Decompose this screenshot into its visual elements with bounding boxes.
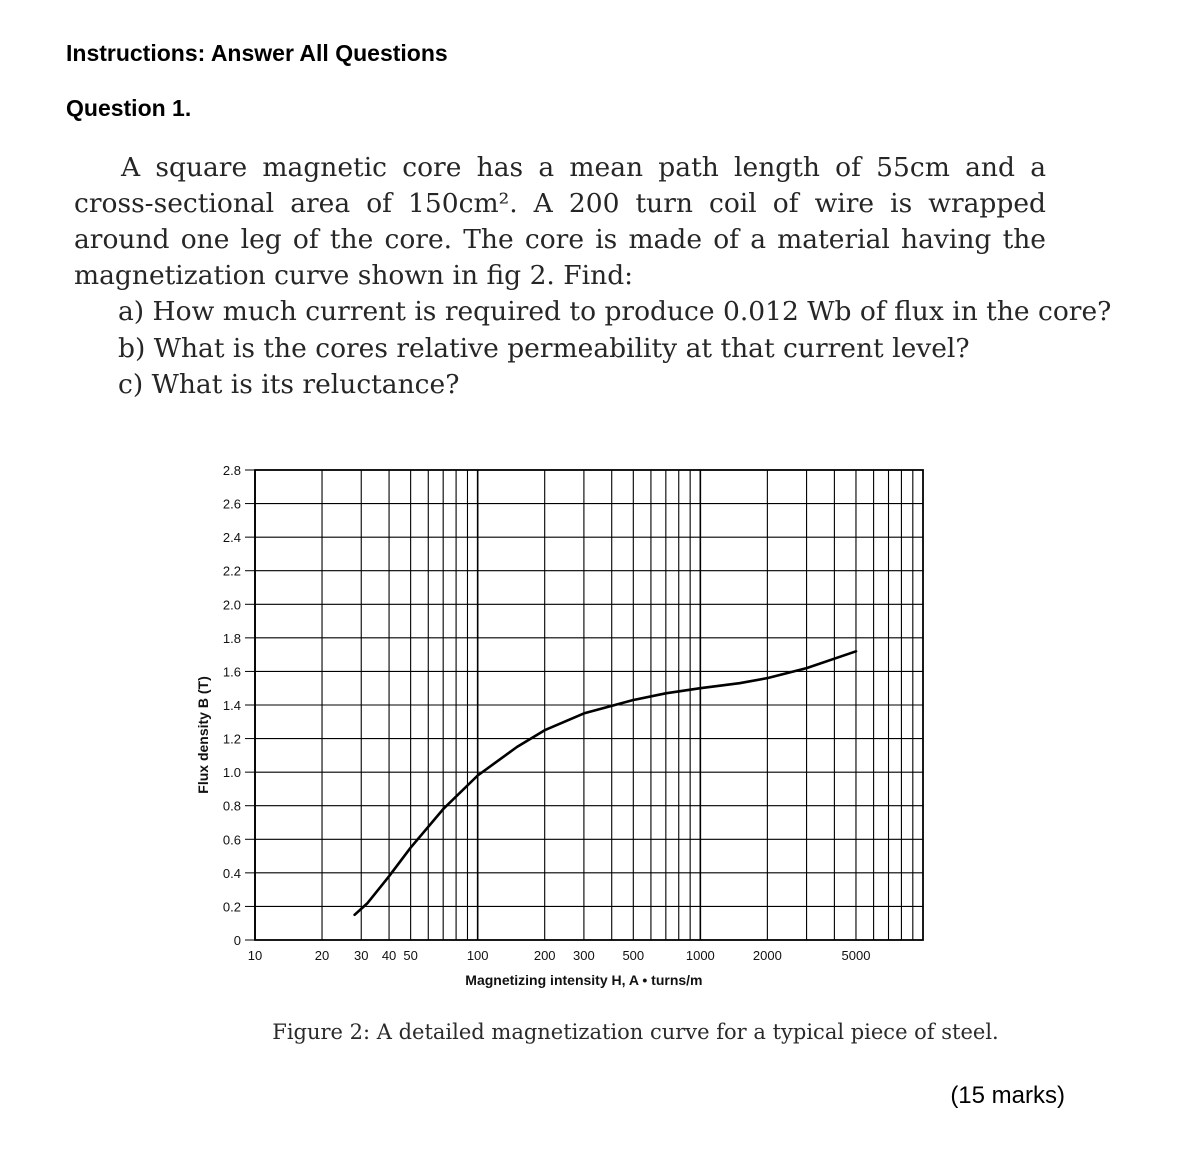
- question-title: Question 1.: [66, 95, 192, 121]
- x-tick-label: 1000: [685, 948, 715, 963]
- x-tick-label: 100: [466, 948, 489, 963]
- y-tick-label: 0.2: [222, 899, 241, 915]
- question-parts: [118, 294, 1111, 404]
- y-tick-label: 0: [233, 933, 241, 948]
- part-a: a) How much current is required to produce 0.012 Wb of flux in the core?: [118, 296, 1112, 327]
- part-c: c) What is its reluctance?: [118, 369, 460, 400]
- bh-curve-line: [355, 651, 856, 915]
- y-tick-label: 2.4: [222, 530, 241, 546]
- problem-statement: A square magnetic core has a mean path length of 55cm and a cross-sectional area of 150cm². A 200 turn coil of wire is wrapped around one leg of the core. The core is made of a material having the magnetization curve shown in fig 2. Find:: [74, 152, 1046, 291]
- marks-label: (15 marks): [950, 1082, 1065, 1109]
- y-tick-label: 1.6: [222, 664, 241, 680]
- x-tick-label: 200: [533, 948, 556, 963]
- x-tick-label: 2000: [752, 948, 782, 963]
- chart-svg: [180, 440, 940, 1000]
- y-tick-label: 1.2: [222, 731, 241, 747]
- x-tick-label: 50: [403, 948, 418, 963]
- y-tick-label: 1.8: [222, 630, 241, 646]
- x-tick-label: 40: [381, 948, 397, 963]
- y-tick-label: 2.6: [222, 496, 241, 512]
- y-tick-label: 2.8: [222, 463, 241, 478]
- y-tick-label: 0.4: [222, 865, 241, 881]
- figure-caption: Figure 2: A detailed magnetization curve for a typical piece of steel.: [272, 1020, 999, 1044]
- x-tick-label: 300: [573, 948, 595, 963]
- x-tick-label: 30: [354, 948, 369, 963]
- magnetization-chart: [180, 440, 940, 1005]
- x-axis-title: Magnetizing intensity H, A • turns/m: [465, 972, 703, 988]
- x-tick-label: 20: [314, 948, 330, 963]
- y-tick-label: 0.6: [222, 832, 241, 848]
- x-tick-label: 10: [247, 948, 263, 963]
- y-axis-title: Flux density B (T): [195, 676, 211, 794]
- x-tick-label: 5000: [841, 948, 871, 963]
- x-tick-label: 500: [622, 948, 645, 963]
- instructions-heading: Instructions: Answer All Questions: [66, 40, 448, 66]
- y-tick-label: 1.0: [222, 765, 241, 781]
- part-b: b) What is the cores relative permeability at that current level?: [118, 332, 970, 364]
- y-tick-label: 2.0: [222, 597, 241, 613]
- y-tick-label: 0.8: [222, 798, 241, 814]
- y-tick-label: 2.2: [222, 563, 241, 579]
- y-tick-label: 1.4: [222, 698, 241, 713]
